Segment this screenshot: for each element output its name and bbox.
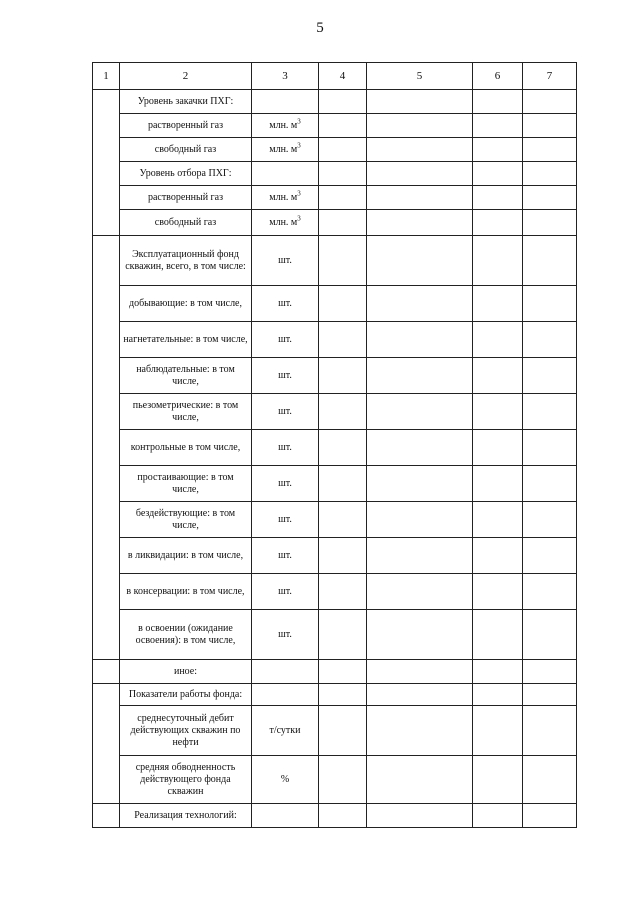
- page-number: 5: [316, 20, 324, 36]
- value-cell-col-5: [367, 114, 473, 138]
- value-cell-col-5: [367, 236, 473, 286]
- unit-text: млн. м: [269, 216, 298, 228]
- value-cell-col-6: [473, 236, 523, 286]
- value-cell-col-4: [319, 574, 367, 610]
- value-cell-col-4: [319, 502, 367, 538]
- row-unit: [252, 684, 319, 706]
- row-label: иное:: [120, 660, 252, 684]
- table-row: [93, 610, 577, 660]
- value-cell-col-6: [473, 138, 523, 162]
- unit-superscript: 3: [297, 214, 301, 223]
- value-cell-col-6: [473, 610, 523, 660]
- value-cell-col-7: [523, 502, 577, 538]
- value-cell-col-6: [473, 394, 523, 430]
- row-unit: [252, 538, 319, 574]
- header-col-4: 4: [319, 63, 367, 90]
- row-label: растворенный газ: [120, 186, 252, 210]
- value-cell-col-5: [367, 538, 473, 574]
- value-cell-col-7: [523, 114, 577, 138]
- value-cell-col-7: [523, 358, 577, 394]
- unit-text: шт.: [278, 513, 292, 525]
- unit-text: т/сутки: [269, 724, 301, 736]
- row-unit: [252, 322, 319, 358]
- value-cell-col-5: [367, 358, 473, 394]
- unit-superscript: 3: [297, 189, 301, 198]
- row-unit: [252, 186, 319, 210]
- value-cell-col-6: [473, 210, 523, 236]
- value-cell-col-4: [319, 162, 367, 186]
- row-unit: [252, 574, 319, 610]
- table-row: [93, 574, 577, 610]
- row-unit: [252, 236, 319, 286]
- value-cell-col-6: [473, 684, 523, 706]
- value-cell-col-7: [523, 804, 577, 828]
- table-row: [93, 804, 577, 828]
- value-cell-col-5: [367, 660, 473, 684]
- row-label: простаивающие: в том числе,: [120, 466, 252, 502]
- value-cell-col-5: [367, 186, 473, 210]
- value-cell-col-4: [319, 706, 367, 756]
- value-cell-col-6: [473, 502, 523, 538]
- row-unit: [252, 430, 319, 466]
- unit-text: %: [280, 773, 290, 785]
- unit-text: шт.: [278, 405, 292, 417]
- table-row: [93, 358, 577, 394]
- value-cell-col-7: [523, 660, 577, 684]
- value-cell-col-7: [523, 394, 577, 430]
- value-cell-col-6: [473, 574, 523, 610]
- value-cell-col-4: [319, 394, 367, 430]
- table-row: [93, 502, 577, 538]
- row-label: в консервации: в том числе,: [120, 574, 252, 610]
- row-unit: [252, 804, 319, 828]
- table-row: [93, 706, 577, 756]
- unit-text: шт.: [278, 585, 292, 597]
- row-label: контрольные в том числе,: [120, 430, 252, 466]
- value-cell-col-5: [367, 684, 473, 706]
- value-cell-col-6: [473, 90, 523, 114]
- row-unit: [252, 358, 319, 394]
- value-cell-col-6: [473, 322, 523, 358]
- unit-text: шт.: [278, 477, 292, 489]
- value-cell-col-5: [367, 322, 473, 358]
- row-label: растворенный газ: [120, 114, 252, 138]
- row-label: пьезометрические: в том числе,: [120, 394, 252, 430]
- value-cell-col-4: [319, 466, 367, 502]
- header-col-7: 7: [523, 63, 577, 90]
- row-unit: [252, 114, 319, 138]
- row-unit: [252, 210, 319, 236]
- unit-superscript: 3: [297, 141, 301, 150]
- value-cell-col-4: [319, 210, 367, 236]
- value-cell-col-5: [367, 466, 473, 502]
- value-cell-col-6: [473, 358, 523, 394]
- row-label: в освоении (ожидание освоения): в том числе,: [120, 610, 252, 660]
- table-row: [93, 322, 577, 358]
- row-unit: [252, 90, 319, 114]
- header-col-2: 2: [120, 63, 252, 90]
- value-cell-col-4: [319, 138, 367, 162]
- unit-text: млн. м: [269, 143, 298, 155]
- row-label: Уровень отбора ПХГ:: [120, 162, 252, 186]
- value-cell-col-7: [523, 466, 577, 502]
- value-cell-col-5: [367, 430, 473, 466]
- header-row: [93, 63, 577, 90]
- row-number-cell: [93, 660, 120, 684]
- value-cell-col-6: [473, 162, 523, 186]
- row-label: наблюдательные: в том числе,: [120, 358, 252, 394]
- value-cell-col-7: [523, 430, 577, 466]
- row-unit: [252, 466, 319, 502]
- unit-text: шт.: [278, 297, 292, 309]
- header-col-5: 5: [367, 63, 473, 90]
- row-label: среднесуточный дебит действующих скважин по нефти: [120, 706, 252, 756]
- value-cell-col-5: [367, 574, 473, 610]
- unit-superscript: 3: [297, 117, 301, 126]
- row-unit: [252, 394, 319, 430]
- row-number-cell: [93, 236, 120, 660]
- value-cell-col-5: [367, 804, 473, 828]
- table-row: [93, 162, 577, 186]
- row-label: Реализация технологий:: [120, 804, 252, 828]
- row-label: Показатели работы фонда:: [120, 684, 252, 706]
- row-unit: [252, 660, 319, 684]
- unit-text: шт.: [278, 628, 292, 640]
- row-label: Уровень закачки ПХГ:: [120, 90, 252, 114]
- table-row: [93, 138, 577, 162]
- value-cell-col-6: [473, 538, 523, 574]
- value-cell-col-4: [319, 756, 367, 804]
- value-cell-col-5: [367, 138, 473, 162]
- table-row: [93, 90, 577, 114]
- row-label: бездействующие: в том числе,: [120, 502, 252, 538]
- header-col-1: 1: [93, 63, 120, 90]
- unit-text: шт.: [278, 254, 292, 266]
- value-cell-col-4: [319, 114, 367, 138]
- table-row: [93, 210, 577, 236]
- row-unit: [252, 162, 319, 186]
- value-cell-col-4: [319, 430, 367, 466]
- row-unit: [252, 286, 319, 322]
- value-cell-col-6: [473, 660, 523, 684]
- value-cell-col-4: [319, 538, 367, 574]
- row-number-cell: [93, 684, 120, 804]
- value-cell-col-7: [523, 574, 577, 610]
- value-cell-col-5: [367, 286, 473, 322]
- table-row: [93, 538, 577, 574]
- unit-text: шт.: [278, 549, 292, 561]
- row-label: нагнетательные: в том числе,: [120, 322, 252, 358]
- row-label: в ликвидации: в том числе,: [120, 538, 252, 574]
- value-cell-col-7: [523, 610, 577, 660]
- value-cell-col-7: [523, 138, 577, 162]
- value-cell-col-4: [319, 322, 367, 358]
- value-cell-col-7: [523, 286, 577, 322]
- value-cell-col-4: [319, 684, 367, 706]
- value-cell-col-4: [319, 186, 367, 210]
- unit-text: млн. м: [269, 119, 298, 131]
- value-cell-col-5: [367, 502, 473, 538]
- header-col-6: 6: [473, 63, 523, 90]
- value-cell-col-4: [319, 610, 367, 660]
- value-cell-col-4: [319, 236, 367, 286]
- table-row: [93, 430, 577, 466]
- value-cell-col-7: [523, 210, 577, 236]
- table-row: [93, 684, 577, 706]
- table-row: [93, 756, 577, 804]
- table-row: [93, 394, 577, 430]
- table-row: [93, 236, 577, 286]
- value-cell-col-5: [367, 610, 473, 660]
- value-cell-col-4: [319, 660, 367, 684]
- row-unit: [252, 138, 319, 162]
- value-cell-col-4: [319, 804, 367, 828]
- value-cell-col-7: [523, 186, 577, 210]
- value-cell-col-6: [473, 466, 523, 502]
- value-cell-col-7: [523, 538, 577, 574]
- value-cell-col-4: [319, 286, 367, 322]
- table-row: [93, 466, 577, 502]
- row-label: свободный газ: [120, 138, 252, 162]
- value-cell-col-5: [367, 394, 473, 430]
- table-row: [93, 114, 577, 138]
- value-cell-col-6: [473, 430, 523, 466]
- value-cell-col-6: [473, 114, 523, 138]
- row-number-cell: [93, 804, 120, 828]
- row-label: добывающие: в том числе,: [120, 286, 252, 322]
- value-cell-col-7: [523, 706, 577, 756]
- row-unit: [252, 610, 319, 660]
- value-cell-col-5: [367, 162, 473, 186]
- unit-text: млн. м: [269, 191, 298, 203]
- value-cell-col-5: [367, 756, 473, 804]
- row-label: Эксплуатационный фонд скважин, всего, в том числе:: [120, 236, 252, 286]
- row-unit: [252, 756, 319, 804]
- value-cell-col-4: [319, 358, 367, 394]
- value-cell-col-5: [367, 210, 473, 236]
- value-cell-col-7: [523, 162, 577, 186]
- value-cell-col-6: [473, 286, 523, 322]
- unit-text: шт.: [278, 369, 292, 381]
- value-cell-col-7: [523, 236, 577, 286]
- unit-text: шт.: [278, 441, 292, 453]
- unit-text: шт.: [278, 333, 292, 345]
- row-unit: [252, 706, 319, 756]
- value-cell-col-6: [473, 756, 523, 804]
- header-col-3: 3: [252, 63, 319, 90]
- value-cell-col-4: [319, 90, 367, 114]
- value-cell-col-7: [523, 756, 577, 804]
- form-table: [92, 62, 577, 828]
- value-cell-col-6: [473, 186, 523, 210]
- value-cell-col-5: [367, 90, 473, 114]
- row-unit: [252, 502, 319, 538]
- table-row: [93, 660, 577, 684]
- value-cell-col-7: [523, 322, 577, 358]
- value-cell-col-6: [473, 804, 523, 828]
- row-number-cell: [93, 90, 120, 236]
- value-cell-col-7: [523, 684, 577, 706]
- table-row: [93, 286, 577, 322]
- row-label: свободный газ: [120, 210, 252, 236]
- value-cell-col-5: [367, 706, 473, 756]
- table-row: [93, 186, 577, 210]
- value-cell-col-7: [523, 90, 577, 114]
- value-cell-col-6: [473, 706, 523, 756]
- row-label: средняя обводненность действующего фонда скважин: [120, 756, 252, 804]
